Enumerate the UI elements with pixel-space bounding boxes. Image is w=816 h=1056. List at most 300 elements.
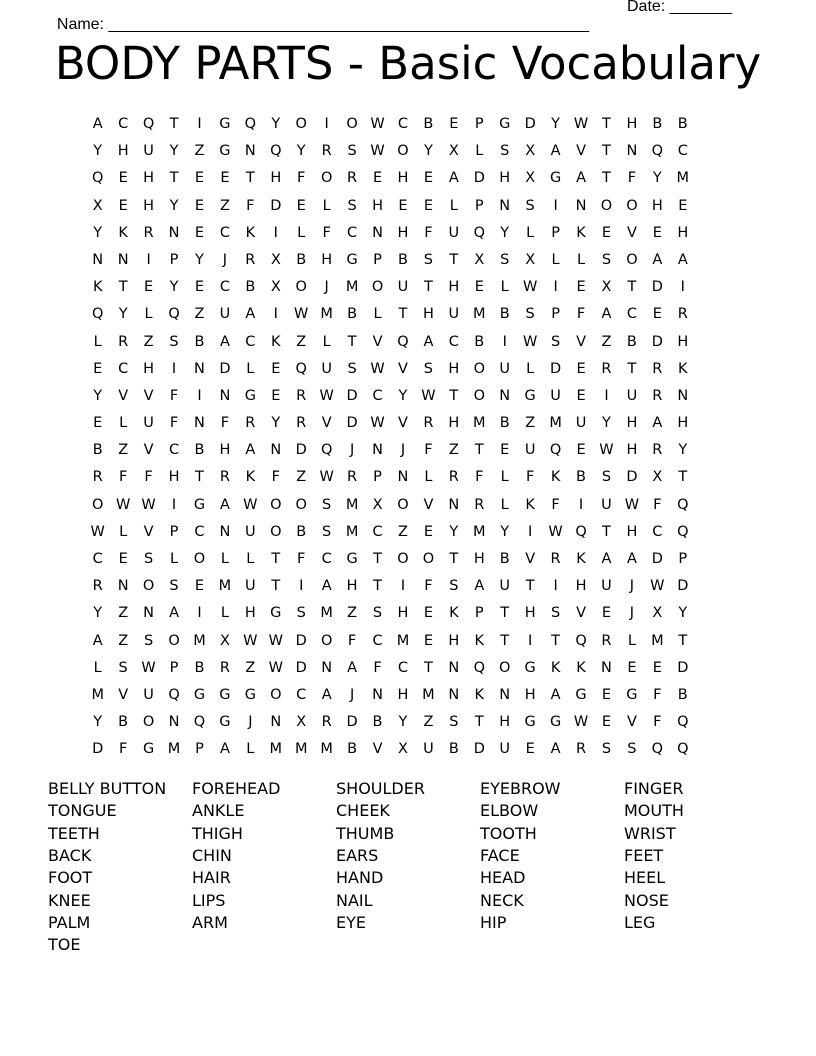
grid-letter: J — [349, 686, 355, 703]
grid-row — [85, 304, 696, 331]
grid-letter: M — [91, 686, 104, 703]
grid-letter: X — [525, 170, 536, 187]
grid-letter: T — [347, 333, 357, 350]
grid-letter: H — [397, 224, 409, 241]
grid-letter: R — [550, 551, 561, 567]
grid-letter: S — [449, 578, 459, 595]
grid-letter: D — [651, 279, 663, 296]
grid-letter: X — [652, 605, 663, 622]
grid-letter: G — [346, 251, 358, 268]
grid-letter: S — [169, 333, 179, 350]
grid-letter: V — [398, 360, 408, 377]
grid-letter: I — [197, 116, 202, 132]
grid-letter: M — [473, 306, 486, 323]
grid-letter: K — [449, 605, 459, 622]
grid-letter: L — [627, 632, 636, 649]
grid-letter: T — [500, 632, 510, 649]
grid-letter: L — [246, 741, 255, 758]
grid-letter: F — [118, 741, 128, 758]
grid-letter: O — [397, 496, 409, 513]
grid-letter: P — [169, 523, 179, 540]
grid-letter: V — [118, 387, 129, 404]
grid-letter: X — [652, 469, 663, 486]
grid-letter: A — [626, 551, 637, 567]
grid-letter: Q — [397, 333, 409, 350]
grid-letter: T — [169, 116, 179, 132]
grid-letter: R — [575, 741, 587, 758]
grid-letter: N — [219, 523, 231, 540]
grid-letter: S — [601, 469, 612, 486]
grid-letter: B — [194, 659, 205, 676]
word-list-item: TOOTH — [480, 823, 537, 843]
grid-letter: H — [117, 143, 129, 160]
grid-letter: E — [93, 415, 103, 432]
grid-letter: U — [448, 306, 460, 323]
grid-letter: C — [652, 523, 663, 540]
grid-letter: Q — [575, 632, 587, 649]
grid-letter: F — [373, 659, 382, 676]
grid-letter: E — [576, 387, 586, 404]
grid-letter: U — [601, 496, 612, 513]
grid-letter: Q — [651, 741, 664, 758]
grid-letter: C — [219, 279, 230, 296]
grid-letter: A — [321, 686, 332, 703]
grid-letter: P — [474, 197, 484, 214]
grid-letter: E — [601, 224, 612, 241]
grid-letter: Z — [347, 605, 358, 622]
grid-row — [85, 549, 696, 576]
grid-letter: U — [143, 415, 154, 432]
grid-letter: S — [525, 306, 535, 323]
grid-letter: N — [321, 659, 333, 676]
grid-letter: H — [626, 442, 638, 459]
grid-letter: P — [169, 659, 179, 676]
grid-letter: E — [296, 197, 306, 214]
grid-letter: I — [273, 224, 278, 241]
grid-letter: W — [599, 442, 614, 459]
grid-letter: B — [677, 686, 688, 703]
grid-letter: C — [397, 116, 409, 132]
grid-letter: D — [270, 197, 282, 214]
grid-letter: H — [626, 523, 638, 540]
grid-letter: I — [146, 251, 151, 268]
grid-letter: Z — [194, 306, 205, 323]
grid-letter: V — [321, 415, 332, 432]
grid-letter: H — [321, 251, 333, 268]
grid-letter: L — [576, 251, 586, 268]
grid-letter: L — [93, 659, 102, 676]
grid-letter: U — [423, 741, 434, 758]
grid-row — [85, 522, 696, 549]
grid-letter: G — [346, 551, 358, 567]
grid-letter: B — [397, 251, 408, 268]
grid-letter: U — [245, 523, 256, 540]
grid-letter: F — [424, 224, 433, 241]
grid-letter: A — [92, 632, 103, 649]
grid-row — [85, 359, 696, 386]
grid-letter: V — [143, 523, 154, 540]
grid-letter: A — [601, 551, 612, 567]
grid-letter: E — [93, 360, 103, 377]
grid-letter: C — [219, 224, 230, 241]
grid-letter: L — [526, 360, 535, 377]
grid-letter: E — [220, 170, 230, 187]
word-list-item: BACK — [48, 845, 92, 865]
grid-letter: D — [219, 360, 231, 377]
grid-letter: A — [321, 578, 332, 595]
grid-letter: T — [602, 143, 611, 160]
grid-letter: B — [499, 306, 510, 323]
grid-letter: J — [349, 442, 355, 459]
grid-letter: I — [578, 496, 584, 513]
grid-letter: Y — [449, 523, 459, 540]
grid-letter: C — [118, 360, 129, 377]
grid-letter: I — [324, 116, 329, 132]
grid-letter: G — [142, 741, 155, 758]
word-list-item: HIP — [480, 912, 507, 932]
grid-letter: S — [296, 605, 306, 622]
grid-letter: S — [449, 714, 459, 731]
grid-letter: J — [629, 578, 635, 595]
grid-letter: T — [525, 578, 535, 595]
grid-letter: M — [676, 170, 690, 187]
grid-letter: N — [499, 197, 511, 214]
grid-letter: X — [474, 251, 485, 268]
grid-letter: F — [424, 578, 433, 595]
grid-letter: Q — [320, 442, 333, 459]
grid-letter: U — [601, 578, 612, 595]
grid-letter: B — [372, 714, 383, 731]
grid-letter: Y — [93, 714, 103, 731]
grid-letter: R — [118, 333, 129, 350]
grid-letter: L — [322, 197, 331, 214]
grid-letter: K — [678, 360, 688, 377]
grid-letter: N — [117, 251, 129, 268]
grid-letter: T — [602, 116, 611, 132]
grid-letter: J — [400, 442, 406, 459]
grid-letter: X — [372, 496, 383, 513]
grid-letter: W — [115, 496, 131, 513]
grid-letter: U — [143, 686, 154, 703]
grid-letter: H — [448, 360, 460, 377]
grid-letter: Y — [423, 143, 433, 160]
grid-letter: H — [422, 306, 434, 323]
grid-letter: D — [651, 551, 663, 567]
word-list — [48, 779, 768, 959]
word-list-item: KNEE — [48, 890, 91, 910]
grid-letter: A — [550, 741, 561, 758]
grid-letter: X — [219, 632, 230, 649]
grid-letter: A — [550, 686, 561, 703]
grid-letter: O — [371, 279, 384, 296]
grid-letter: N — [117, 578, 129, 595]
grid-letter: E — [627, 659, 637, 676]
grid-letter: C — [372, 523, 383, 540]
grid-letter: N — [372, 224, 383, 241]
grid-letter: T — [602, 523, 611, 540]
grid-letter: Y — [169, 197, 179, 214]
grid-letter: A — [347, 659, 358, 676]
grid-letter: T — [245, 170, 255, 187]
grid-letter: J — [629, 605, 635, 622]
grid-letter: Y — [678, 442, 688, 459]
grid-letter: X — [525, 143, 536, 160]
grid-letter: Q — [295, 360, 307, 377]
grid-letter: A — [245, 442, 256, 459]
grid-letter: T — [449, 251, 459, 268]
grid-letter: R — [245, 251, 256, 268]
grid-letter: P — [551, 224, 560, 241]
grid-row — [85, 332, 696, 359]
grid-letter: U — [499, 360, 511, 377]
grid-letter: T — [627, 279, 637, 296]
grid-letter: O — [600, 197, 613, 214]
grid-letter: W — [141, 496, 156, 513]
grid-letter: L — [449, 197, 458, 214]
word-list-item: NECK — [480, 890, 524, 910]
grid-letter: Z — [525, 415, 536, 432]
grid-letter: S — [322, 496, 332, 513]
grid-letter: C — [372, 387, 383, 404]
grid-letter: O — [193, 551, 206, 567]
grid-letter: U — [397, 279, 409, 296]
grid-letter: A — [219, 496, 230, 513]
grid-letter: C — [245, 333, 256, 350]
grid-letter: T — [500, 605, 510, 622]
grid-letter: N — [143, 605, 155, 622]
grid-letter: N — [448, 686, 460, 703]
grid-letter: Z — [219, 197, 230, 214]
grid-letter: B — [92, 442, 103, 459]
grid-letter: P — [474, 605, 484, 622]
grid-row — [85, 685, 696, 712]
grid-row — [85, 250, 696, 277]
grid-letter: D — [92, 741, 104, 758]
grid-letter: Q — [92, 170, 104, 187]
grid-letter: F — [551, 496, 560, 513]
grid-letter: E — [601, 686, 612, 703]
grid-letter: V — [372, 741, 383, 758]
grid-letter: T — [423, 659, 433, 676]
grid-row — [85, 631, 696, 658]
grid-letter: Y — [500, 523, 510, 540]
grid-letter: V — [576, 605, 586, 622]
grid-letter: P — [678, 551, 688, 567]
grid-letter: T — [118, 279, 128, 296]
grid-letter: T — [423, 279, 433, 296]
grid-letter: N — [448, 659, 460, 676]
grid-letter: F — [347, 632, 357, 649]
grid-letter: X — [270, 251, 281, 268]
grid-letter: Q — [244, 116, 257, 132]
grid-letter: N — [194, 415, 205, 432]
grid-letter: R — [92, 578, 103, 595]
grid-letter: U — [321, 360, 332, 377]
grid-letter: H — [168, 469, 180, 486]
grid-letter: P — [373, 251, 382, 268]
grid-letter: T — [169, 170, 179, 187]
grid-letter: E — [144, 279, 154, 296]
grid-letter: H — [473, 551, 485, 567]
grid-letter: R — [652, 387, 663, 404]
grid-letter: N — [575, 197, 587, 214]
grid-letter: Y — [169, 279, 179, 296]
grid-letter: H — [143, 360, 155, 377]
grid-letter: Q — [168, 686, 180, 703]
date-field-label: Date: _______ — [627, 0, 732, 15]
grid-letter: F — [118, 469, 128, 486]
grid-letter: R — [321, 714, 332, 731]
grid-row — [85, 114, 696, 141]
grid-letter: Z — [423, 714, 434, 731]
grid-letter: R — [601, 360, 612, 377]
grid-letter: T — [678, 469, 688, 486]
grid-letter: Z — [296, 469, 307, 486]
grid-letter: T — [398, 306, 408, 323]
grid-letter: X — [92, 197, 103, 214]
grid-letter: Q — [92, 306, 104, 323]
grid-letter: A — [652, 251, 663, 268]
grid-letter: T — [474, 714, 484, 731]
word-list-item: CHIN — [192, 845, 232, 865]
grid-letter: F — [297, 551, 306, 567]
grid-letter: A — [92, 116, 103, 132]
grid-letter: M — [422, 686, 435, 703]
grid-letter: R — [245, 415, 256, 432]
grid-letter: O — [295, 116, 307, 132]
word-list-item: ARM — [192, 912, 228, 932]
grid-letter: I — [680, 279, 685, 296]
grid-letter: Z — [118, 605, 129, 622]
grid-letter: G — [244, 686, 256, 703]
grid-letter: D — [346, 387, 358, 404]
grid-letter: N — [244, 143, 256, 160]
grid-letter: I — [528, 523, 533, 540]
grid-letter: S — [347, 197, 357, 214]
word-list-item: CHEEK — [336, 801, 390, 821]
grid-letter: H — [677, 224, 689, 241]
grid-letter: H — [448, 632, 460, 649]
grid-letter: W — [268, 659, 283, 676]
grid-letter: V — [372, 333, 383, 350]
grid-letter: V — [118, 686, 129, 703]
grid-row — [85, 277, 696, 304]
grid-letter: O — [346, 116, 358, 132]
grid-letter: B — [448, 741, 459, 758]
grid-letter: Q — [168, 306, 180, 323]
word-list-item: SHOULDER — [336, 779, 425, 798]
grid-letter: L — [119, 523, 128, 540]
grid-letter: Y — [271, 415, 281, 432]
grid-letter: Y — [93, 143, 103, 160]
grid-letter: N — [270, 442, 282, 459]
grid-letter: Z — [601, 333, 612, 350]
grid-letter: K — [576, 224, 586, 241]
grid-letter: B — [576, 469, 586, 486]
grid-letter: A — [576, 170, 586, 187]
grid-letter: T — [474, 442, 484, 459]
grid-letter: Y — [551, 116, 561, 132]
grid-letter: Y — [271, 116, 281, 132]
grid-letter: E — [652, 224, 662, 241]
grid-letter: Q — [473, 224, 485, 241]
grid-letter: K — [245, 469, 256, 486]
grid-letter: R — [423, 415, 434, 432]
grid-letter: N — [499, 387, 511, 404]
grid-letter: Y — [398, 714, 408, 731]
grid-letter: D — [473, 741, 485, 758]
grid-letter: C — [296, 686, 307, 703]
grid-letter: A — [245, 306, 256, 323]
grid-letter: Y — [500, 224, 510, 241]
grid-letter: X — [398, 741, 408, 758]
grid-letter: N — [499, 686, 511, 703]
grid-letter: B — [245, 279, 256, 296]
grid-letter: Z — [118, 632, 129, 649]
grid-letter: F — [475, 469, 484, 486]
grid-letter: L — [500, 496, 509, 513]
grid-letter: M — [345, 279, 359, 296]
grid-letter: H — [219, 442, 231, 459]
grid-letter: U — [524, 442, 536, 459]
grid-letter: I — [299, 578, 304, 595]
grid-letter: O — [295, 279, 307, 296]
grid-letter: S — [550, 333, 561, 350]
grid-letter: T — [271, 578, 281, 595]
grid-letter: E — [474, 279, 484, 296]
grid-letter: Y — [296, 143, 306, 160]
grid-letter: X — [448, 143, 459, 160]
grid-letter: F — [271, 469, 280, 486]
grid-letter: K — [271, 333, 281, 350]
grid-letter: H — [524, 686, 536, 703]
grid-letter: X — [525, 251, 536, 268]
grid-letter: H — [677, 333, 689, 350]
grid-letter: J — [222, 251, 228, 268]
grid-letter: L — [551, 251, 560, 268]
grid-letter: R — [677, 306, 688, 323]
grid-letter: Q — [575, 523, 587, 540]
grid-letter: U — [245, 578, 256, 595]
grid-letter: D — [651, 333, 663, 350]
grid-letter: G — [219, 714, 231, 731]
grid-letter: I — [528, 632, 533, 649]
grid-letter: R — [219, 469, 230, 486]
grid-letter: D — [677, 578, 689, 595]
grid-letter: O — [397, 551, 409, 567]
grid-letter: W — [573, 116, 589, 132]
grid-letter: Q — [677, 714, 689, 731]
grid-letter: A — [474, 578, 485, 595]
word-list-item: LEG — [624, 912, 656, 932]
grid-letter: K — [474, 632, 485, 649]
grid-letter: U — [575, 415, 587, 432]
grid-letter: L — [169, 551, 179, 567]
grid-letter: I — [197, 605, 202, 622]
grid-letter: C — [372, 632, 383, 649]
grid-letter: H — [448, 279, 460, 296]
grid-row — [85, 658, 696, 685]
grid-letter: L — [373, 306, 382, 323]
grid-letter: B — [347, 741, 358, 758]
grid-letter: H — [626, 415, 638, 432]
grid-letter: G — [524, 387, 536, 404]
word-list-item: FOOT — [48, 868, 93, 888]
grid-letter: Q — [651, 143, 664, 160]
word-list-item: HEEL — [624, 868, 666, 888]
grid-letter: Y — [678, 605, 688, 622]
grid-letter: B — [194, 333, 205, 350]
